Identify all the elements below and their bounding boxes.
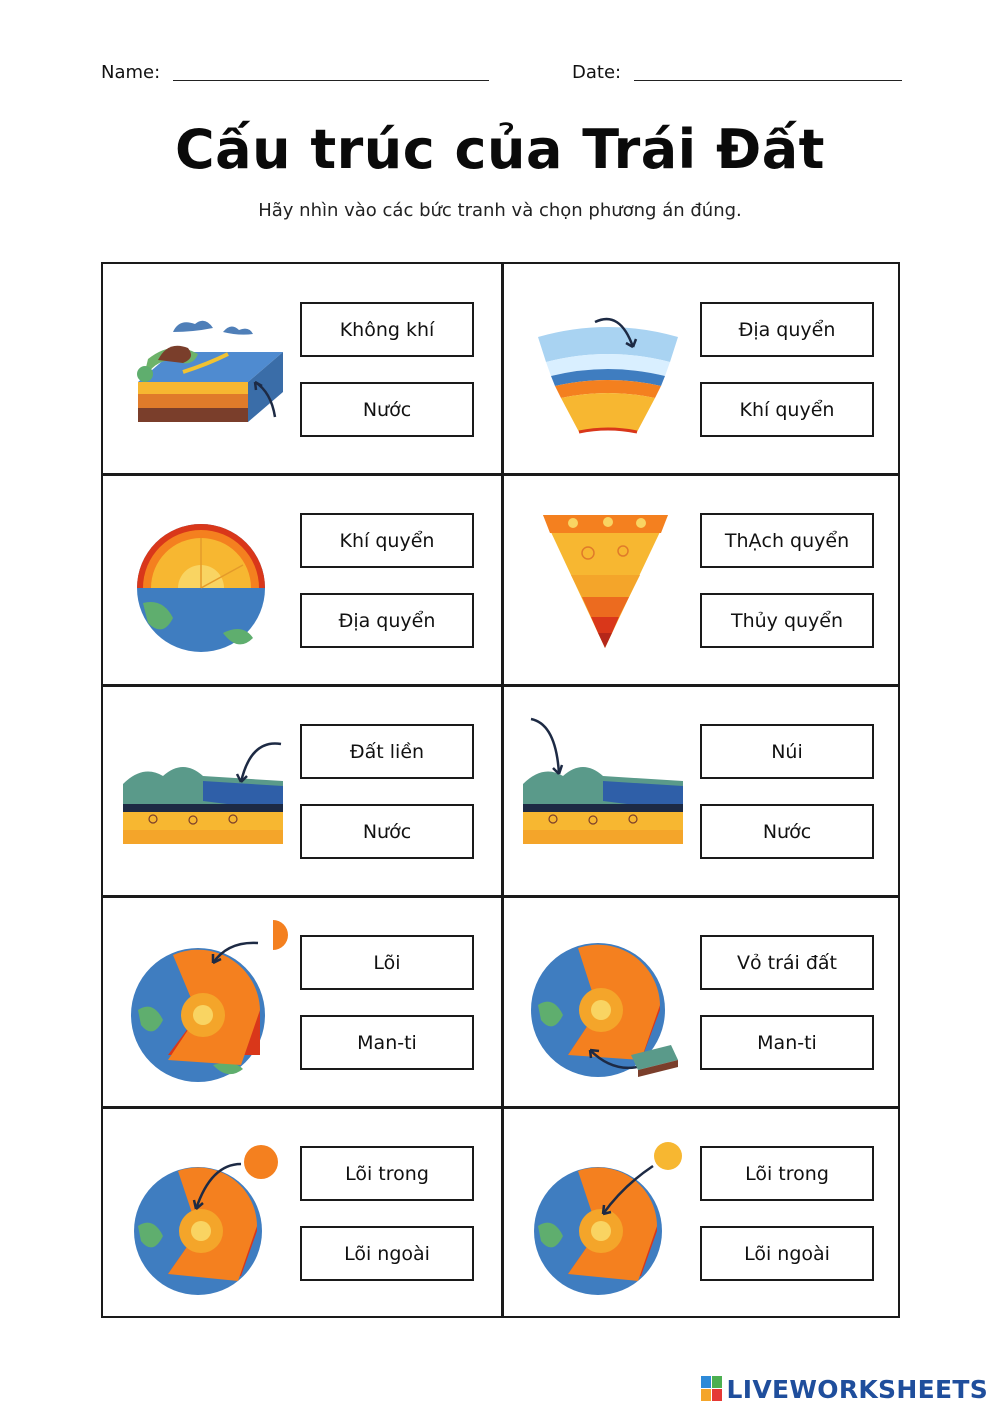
question-card-6 — [503, 686, 902, 897]
option-button[interactable]: Lõi trong — [700, 1146, 874, 1201]
option-button[interactable]: Man-ti — [700, 1015, 874, 1070]
lithosphere-wedge-icon — [523, 493, 698, 668]
liveworksheets-logo — [701, 1373, 988, 1405]
option-button[interactable]: Không khí — [300, 302, 474, 357]
terrain-slab-arrow-water-icon — [123, 704, 298, 879]
option-button[interactable]: Lõi — [300, 935, 474, 990]
atmosphere-wedge-icon — [523, 282, 698, 457]
date-label: Date: — [572, 62, 622, 83]
option-button[interactable]: Khí quyển — [700, 382, 874, 437]
question-card-8 — [503, 897, 902, 1108]
brand-name: LIVEWORKSHEETS — [726, 1374, 988, 1404]
earth-core-arrow-inner-core-icon — [523, 1126, 698, 1301]
option-button[interactable]: Man-ti — [300, 1015, 474, 1070]
liveworksheets-logo-icon — [701, 1376, 723, 1402]
question-card-1 — [103, 264, 502, 475]
option-button[interactable]: Địa quyển — [300, 593, 474, 648]
earth-core-arrow-outer-core-icon — [123, 1126, 298, 1301]
option-button[interactable]: Khí quyển — [300, 513, 474, 568]
question-card-3 — [103, 475, 502, 686]
option-button[interactable]: ThẠch quyển — [700, 513, 874, 568]
instructions: Hãy nhìn vào các bức tranh và chọn phương án đúng. — [258, 200, 742, 221]
option-button[interactable]: Đất liền — [300, 724, 474, 779]
option-button[interactable]: Nước — [300, 382, 474, 437]
landscape-block-arrow-water-icon — [123, 282, 298, 457]
option-button[interactable]: Địa quyển — [700, 302, 874, 357]
terrain-slab-arrow-mountain-icon — [523, 704, 698, 879]
question-card-10 — [503, 1108, 902, 1319]
option-button[interactable]: Núi — [700, 724, 874, 779]
option-button[interactable]: Vỏ trái đất — [700, 935, 874, 990]
question-card-2 — [503, 264, 902, 475]
question-card-5 — [103, 686, 502, 897]
name-field[interactable] — [173, 80, 489, 81]
option-button[interactable]: Nước — [700, 804, 874, 859]
question-card-7 — [103, 897, 502, 1108]
question-card-9 — [103, 1108, 502, 1319]
name-label: Name: — [101, 62, 161, 83]
earth-cross-section-crust-icon — [123, 493, 298, 668]
option-button[interactable]: Lõi trong — [300, 1146, 474, 1201]
option-button[interactable]: Lõi ngoài — [700, 1226, 874, 1281]
option-button[interactable]: Nước — [300, 804, 474, 859]
page-title: Cấu trúc của Trái Đất — [175, 118, 825, 181]
earth-core-arrow-mantle-icon — [123, 915, 298, 1090]
earth-core-arrow-crust-icon — [523, 915, 698, 1090]
question-card-4 — [503, 475, 902, 686]
date-field[interactable] — [634, 80, 902, 81]
option-button[interactable]: Thủy quyển — [700, 593, 874, 648]
question-grid — [101, 262, 900, 1318]
option-button[interactable]: Lõi ngoài — [300, 1226, 474, 1281]
